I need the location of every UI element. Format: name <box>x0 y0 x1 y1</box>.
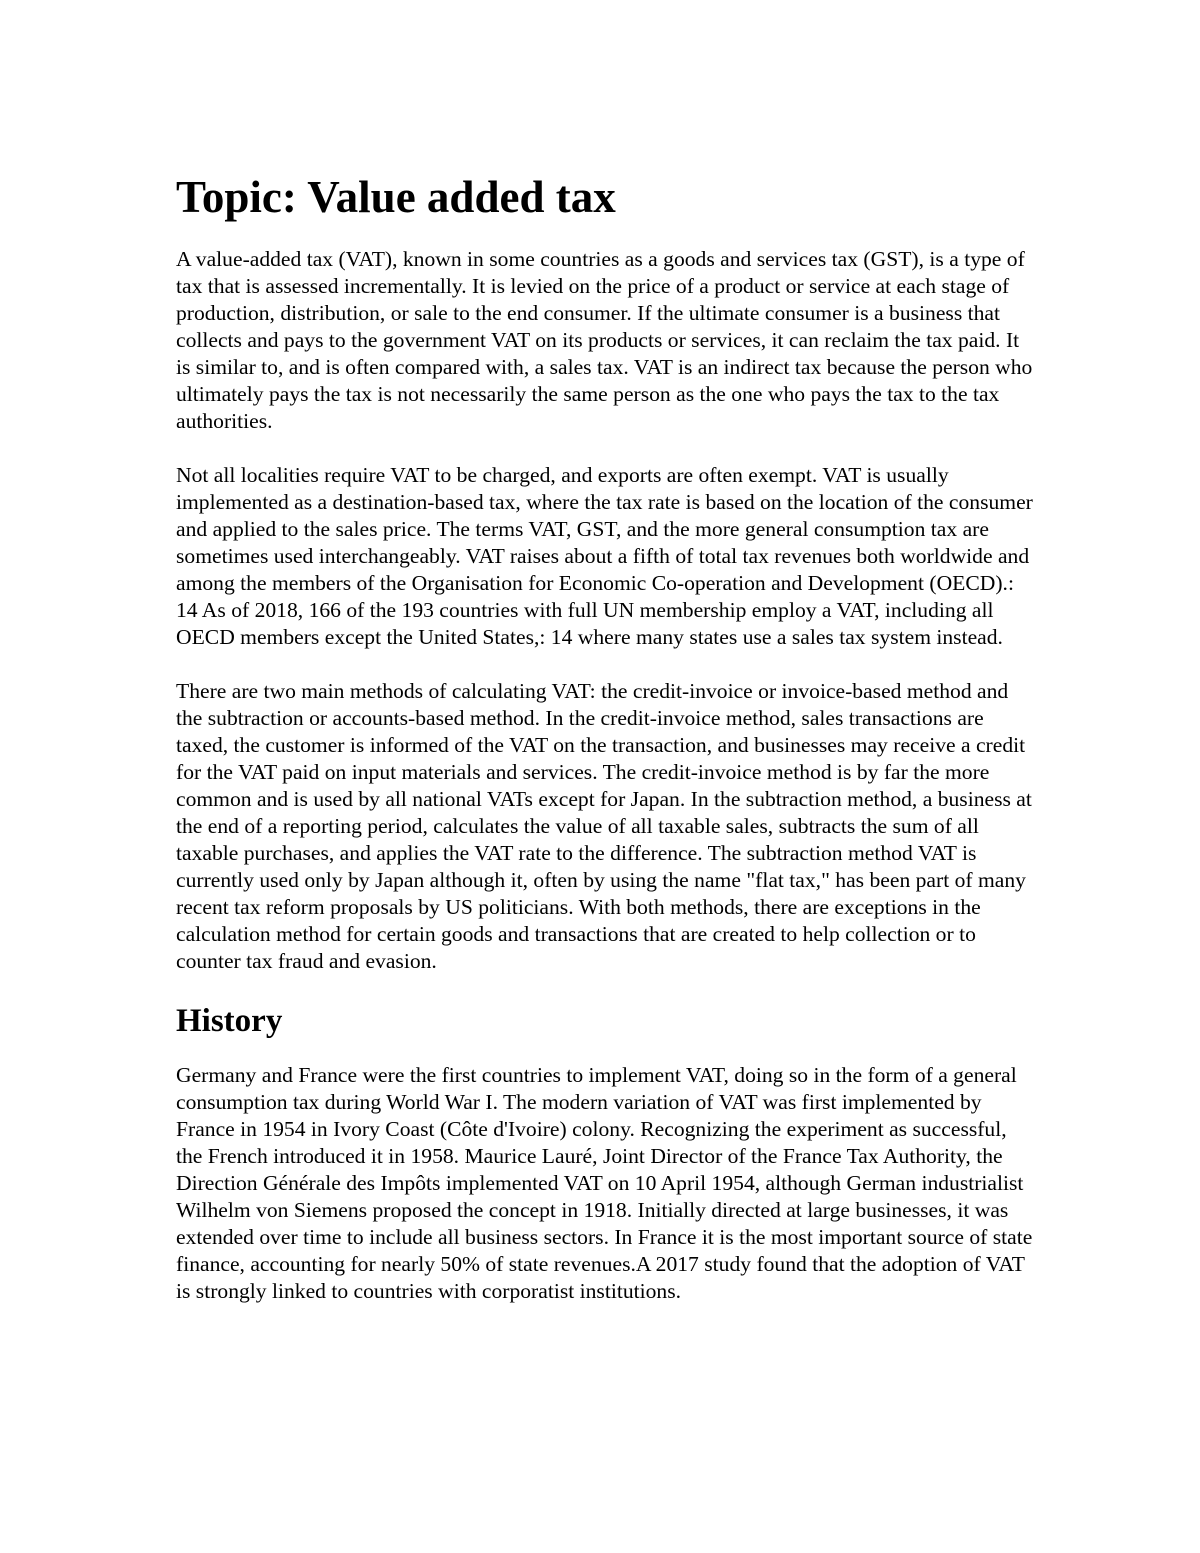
paragraph-localities: Not all localities require VAT to be charged, and exports are often exempt. VAT is usually implemented as a destination-based tax, where the tax rate is based on the location of the consumer and applied to the sales price. The terms VAT, GST, and the more general consumption tax are sometimes used interchangeably. VAT raises about a fifth of total tax revenues both worldwide and among the members of the Organisation for Economic Co-operation and Development (OECD).: 14 As of 2018, 166 of the 193 countries with full UN membership employ a VAT, including all OECD members except the United States,: 14 where many states use a sales tax system instead. <box>176 463 1033 649</box>
page-title: Topic: Value added tax <box>176 172 616 222</box>
paragraph-history: Germany and France were the first countries to implement VAT, doing so in the form of a general consumption tax during World War I. The modern variation of VAT was first implemented by France in 1954 in Ivory Coast (Côte d'Ivoire) colony. Recognizing the experiment as successful, the French introduced it in 1958. Maurice Lauré, Joint Director of the France Tax Authority, the Direction Générale des Impôts implemented VAT on 10 April 1954, although German industrialist Wilhelm von Siemens proposed the concept in 1918. Initially directed at large businesses, it was extended over time to include all business sectors. In France it is the most important source of state finance, accounting for nearly 50% of state revenues.A 2017 study found that the adoption of VAT is strongly linked to countries with corporatist institutions. <box>176 1062 1033 1303</box>
paragraph-intro: A value-added tax (VAT), known in some countries as a goods and services tax (GST), is a type of tax that is assessed incrementally. It is levied on the price of a product or service at each stage of production, distribution, or sale to the end consumer. If the ultimate consumer is a business that collects and pays to the government VAT on its products or services, it can reclaim the tax paid. It is similar to, and is often compared with, a sales tax. VAT is an indirect tax because the person who ultimately pays the tax is not necessarily the same person as the one who pays the tax to the tax authorities. <box>176 247 1033 433</box>
paragraph-methods: There are two main methods of calculating VAT: the credit-invoice or invoice-based method and the subtraction or accounts-based method. In the credit-invoice method, sales transactions are taxed, the customer is informed of the VAT on the transaction, and businesses may receive a credit for the VAT paid on input materials and services. The credit-invoice method is by far the more common and is used by all national VATs except for Japan. In the subtraction method, a business at the end of a reporting period, calculates the value of all taxable sales, subtracts the sum of all taxable purchases, and applies the VAT rate to the difference. The subtraction method VAT is currently used only by Japan although it, often by using the name "flat tax," has been part of many recent tax reform proposals by US politicians. With both methods, there are exceptions in the calculation method for certain goods and transactions that are created to help collection or to counter tax fraud and evasion. <box>176 679 1032 973</box>
history-heading: History <box>176 1003 283 1039</box>
document-page <box>176 170 1036 1332</box>
